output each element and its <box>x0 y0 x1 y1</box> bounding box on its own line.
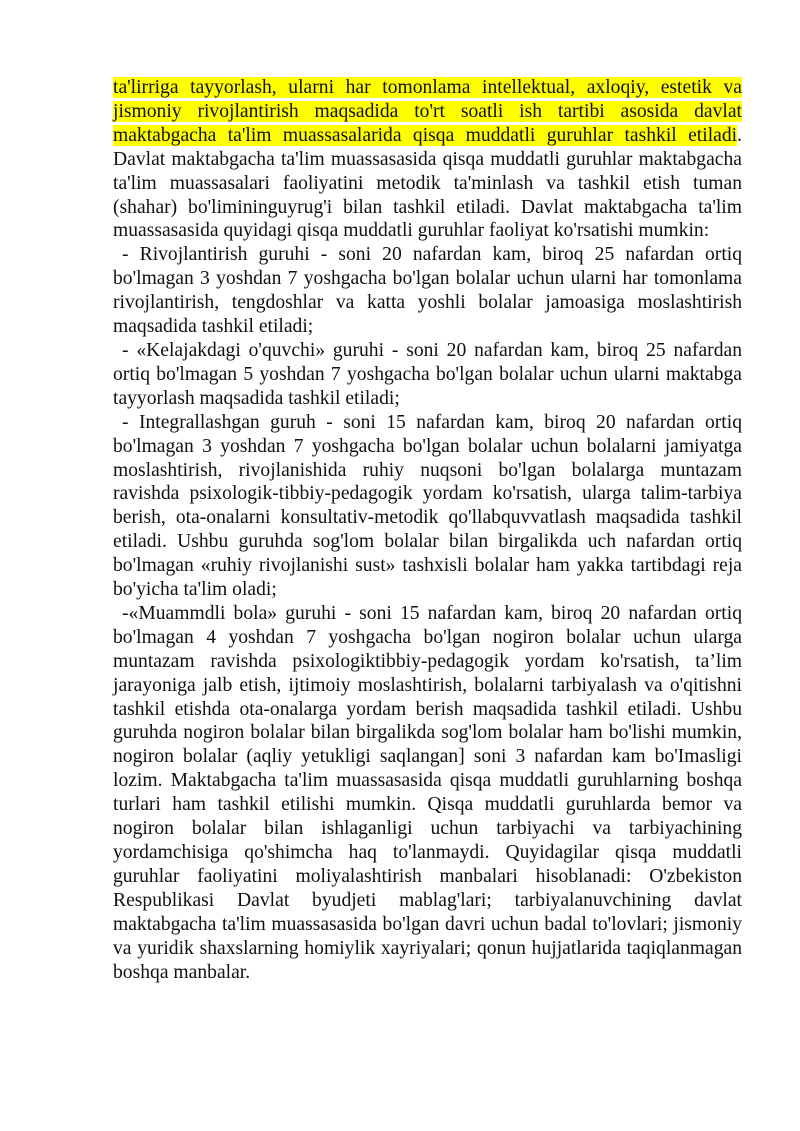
list-item-kelajakdagi-oquvchi: - «Kelajakdagi o'quvchi» guruhi - soni 20 nafardan kam, biroq 25 nafardan ortiq bo'lmagan 5 yoshdan 7 yoshgacha bo'lgan bolalar uchun ularni maktabga tayyorlash maqsadida tashkil etiladi; <box>113 339 742 409</box>
list-item-rivojlantirish: - Rivojlantirish guruhi - soni 20 nafardan kam, biroq 25 nafardan ortiq bo'lmagan 3 yoshdan 7 yoshgacha bo'lgan bolalar uchun ularni har tomonlama rivojlantirish, tengdoshlar va katta yoshli bolalar jamoasiga moslashtirish maqsadida tashkil etiladi; <box>113 244 742 338</box>
document-page <box>113 76 742 984</box>
list-item-muammoli-bola: -«Muammdli bola» guruhi - soni 15 nafardan kam, biroq 20 nafardan ortiq bo'lmagan 4 yoshdan 7 yoshgacha bo'lgan nogiron bolalar uchun ularga muntazam ravishda psixologiktibbiy-pedagogik yordam ko'rsatish, ta’lim jarayoniga jalb etish, ijtimoiy moslashtirish, bolalarni tarbiyalash va o'qitishni tashkil etishda ota-onalarga yordam berish maqsadida tashkil etiladi. Ushbu guruhda nogiron bolalar bilan birgalikda sog'lom bolalar ham bo'lishi mumkin, nogiron bolalar (aqliy yetukligi saqlangan] soni 3 nafardan kam bo'Imasligi lozim. Maktabgacha ta'lim muassasasida qisqa muddatli guruhlarning boshqa turlari ham tashkil etilishi mumkin. Qisqa muddatli guruhlarda bemor va nogiron bolalar bilan ishlaganligi uchun tarbiyachi va tarbiyachining yordamchisiga qo'shimcha haq to'lanmaydi. Quyidagilar qisqa muddatli guruhlar faoliyatini moliyalashtirish manbalari hisoblanadi: O'zbekiston Respublikasi Davlat byudjeti mablag'lari; tarbiyalanuvchining davlat maktabgacha ta'lim muassasasida bo'lgan davri uchun badal to'lovlari; jismoniy va yuridik shaxslarning homiylik xayriyalari; qonun hujjatlarida taqiqlanmagan boshqa manbalar. <box>113 602 742 983</box>
list-item-integrallashgan: - Integrallashgan guruh - soni 15 nafardan kam, biroq 20 nafardan ortiq bo'lmagan 3 yoshdan 7 yoshgacha bo'lgan bolalar uchun bolalarni jamiyatga moslashtirish, rivojlanishida ruhiy nuqsoni bo'lgan bolalarga muntazam ravishda psixologik-tibbiy-pedagogik yordam ko'rsatish, ularga talim-tarbiya berish, ota-onalarni konsultativ-metodik qo'llabquvvatlash maqsadida tashkil etiladi. Ushbu guruhda sog'lom bolalar bilan birgalikda uch nafardan ortiq bo'lmagan «ruhiy rivojlanishi sust» tashxisli bolalar ham yakka tartibdagi reja bo'yicha ta'lim oladi; <box>113 411 742 601</box>
highlighted-text: ta'lirriga tayyorlash, ularni har tomonlama intellektual, axloqiy, estetik va jismoniy rivojlantirish maqsadida to'rt soatli ish tartibi asosida davlat maktabgacha ta'lim muassasalarida qisqa muddatli guruhlar tashkil etiladi <box>113 77 742 146</box>
intro-text: . Davlat maktabgacha ta'lim muassasasida qisqa muddatli guruhlar maktabgacha ta'lim muassasalari faoliyatini metodik ta'minlash va tashkil etish tuman (shahar) bo'limininguyrug'i bilan tashkil etiladi. Davlat maktabgacha ta'lim muassasasida quyidagi qisqa muddatli guruhlar faoliyat ko'rsatishi mumkin: <box>113 124 742 242</box>
intro-paragraph <box>113 76 742 243</box>
